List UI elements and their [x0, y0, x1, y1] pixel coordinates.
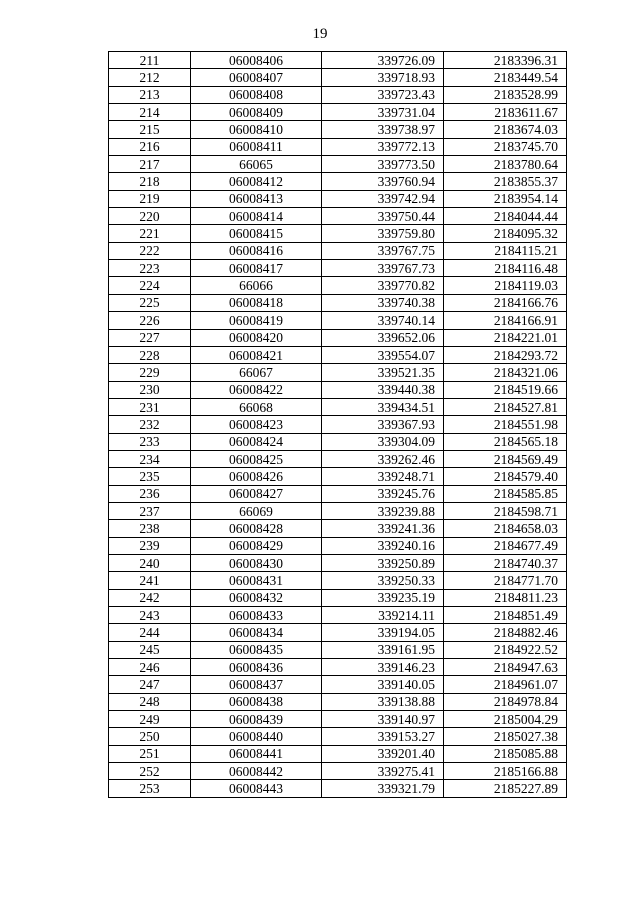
y-coordinate-cell: 2184947.63	[444, 659, 567, 676]
row-number-cell: 250	[109, 728, 191, 745]
x-coordinate-cell: 339275.41	[322, 763, 444, 780]
row-number-cell: 237	[109, 502, 191, 519]
point-code-cell: 06008421	[191, 346, 322, 363]
x-coordinate-cell: 339434.51	[322, 398, 444, 415]
y-coordinate-cell: 2183745.70	[444, 138, 567, 155]
y-coordinate-cell: 2184116.48	[444, 260, 567, 277]
point-code-cell: 06008439	[191, 711, 322, 728]
x-coordinate-cell: 339250.89	[322, 554, 444, 571]
y-coordinate-cell: 2184044.44	[444, 208, 567, 225]
row-number-cell: 231	[109, 398, 191, 415]
x-coordinate-cell: 339740.14	[322, 312, 444, 329]
table-row	[109, 312, 567, 329]
x-coordinate-cell: 339304.09	[322, 433, 444, 450]
row-number-cell: 214	[109, 104, 191, 121]
y-coordinate-cell: 2183396.31	[444, 52, 567, 69]
y-coordinate-cell: 2183780.64	[444, 156, 567, 173]
y-coordinate-cell: 2183674.03	[444, 121, 567, 138]
y-coordinate-cell: 2184095.32	[444, 225, 567, 242]
table-row	[109, 121, 567, 138]
row-number-cell: 241	[109, 572, 191, 589]
table-row	[109, 329, 567, 346]
x-coordinate-cell: 339248.71	[322, 468, 444, 485]
y-coordinate-cell: 2185166.88	[444, 763, 567, 780]
table-row	[109, 485, 567, 502]
row-number-cell: 232	[109, 416, 191, 433]
table-row	[109, 520, 567, 537]
row-number-cell: 249	[109, 711, 191, 728]
table-row	[109, 69, 567, 86]
table-row	[109, 277, 567, 294]
x-coordinate-cell: 339750.44	[322, 208, 444, 225]
row-number-cell: 240	[109, 554, 191, 571]
table-row	[109, 416, 567, 433]
row-number-cell: 220	[109, 208, 191, 225]
table-row	[109, 641, 567, 658]
y-coordinate-cell: 2184569.49	[444, 450, 567, 467]
row-number-cell: 211	[109, 52, 191, 69]
point-code-cell: 66067	[191, 364, 322, 381]
row-number-cell: 219	[109, 190, 191, 207]
point-code-cell: 06008442	[191, 763, 322, 780]
y-coordinate-cell: 2184811.23	[444, 589, 567, 606]
table-row	[109, 607, 567, 624]
point-code-cell: 06008438	[191, 693, 322, 710]
x-coordinate-cell: 339240.16	[322, 537, 444, 554]
table-row	[109, 693, 567, 710]
point-code-cell: 06008428	[191, 520, 322, 537]
row-number-cell: 225	[109, 294, 191, 311]
table-row	[109, 763, 567, 780]
x-coordinate-cell: 339652.06	[322, 329, 444, 346]
row-number-cell: 212	[109, 69, 191, 86]
point-code-cell: 06008436	[191, 659, 322, 676]
point-code-cell: 06008430	[191, 554, 322, 571]
x-coordinate-cell: 339235.19	[322, 589, 444, 606]
point-code-cell: 66069	[191, 502, 322, 519]
x-coordinate-cell: 339214.11	[322, 607, 444, 624]
table-row	[109, 156, 567, 173]
row-number-cell: 243	[109, 607, 191, 624]
point-code-cell: 06008429	[191, 537, 322, 554]
row-number-cell: 233	[109, 433, 191, 450]
point-code-cell: 06008443	[191, 780, 322, 797]
x-coordinate-cell: 339153.27	[322, 728, 444, 745]
row-number-cell: 239	[109, 537, 191, 554]
point-code-cell: 06008433	[191, 607, 322, 624]
table-row	[109, 572, 567, 589]
point-code-cell: 06008435	[191, 641, 322, 658]
point-code-cell: 66066	[191, 277, 322, 294]
point-code-cell: 06008410	[191, 121, 322, 138]
table-row	[109, 260, 567, 277]
x-coordinate-cell: 339773.50	[322, 156, 444, 173]
point-code-cell: 06008413	[191, 190, 322, 207]
point-code-cell: 06008420	[191, 329, 322, 346]
point-code-cell: 06008414	[191, 208, 322, 225]
x-coordinate-cell: 339738.97	[322, 121, 444, 138]
x-coordinate-cell: 339760.94	[322, 173, 444, 190]
y-coordinate-cell: 2184221.01	[444, 329, 567, 346]
y-coordinate-cell: 2185004.29	[444, 711, 567, 728]
table-row	[109, 728, 567, 745]
x-coordinate-cell: 339723.43	[322, 86, 444, 103]
y-coordinate-cell: 2184585.85	[444, 485, 567, 502]
x-coordinate-cell: 339161.95	[322, 641, 444, 658]
table-row	[109, 659, 567, 676]
table-row	[109, 398, 567, 415]
x-coordinate-cell: 339770.82	[322, 277, 444, 294]
x-coordinate-cell: 339740.38	[322, 294, 444, 311]
y-coordinate-cell: 2183449.54	[444, 69, 567, 86]
row-number-cell: 228	[109, 346, 191, 363]
row-number-cell: 236	[109, 485, 191, 502]
x-coordinate-cell: 339767.73	[322, 260, 444, 277]
x-coordinate-cell: 339262.46	[322, 450, 444, 467]
y-coordinate-cell: 2184882.46	[444, 624, 567, 641]
row-number-cell: 227	[109, 329, 191, 346]
table-row	[109, 364, 567, 381]
table-row	[109, 554, 567, 571]
y-coordinate-cell: 2184961.07	[444, 676, 567, 693]
point-code-cell: 06008431	[191, 572, 322, 589]
y-coordinate-cell: 2184771.70	[444, 572, 567, 589]
row-number-cell: 217	[109, 156, 191, 173]
table-row	[109, 624, 567, 641]
table-row	[109, 190, 567, 207]
y-coordinate-cell: 2184551.98	[444, 416, 567, 433]
y-coordinate-cell: 2183954.14	[444, 190, 567, 207]
table-row	[109, 242, 567, 259]
table-row	[109, 346, 567, 363]
point-code-cell: 06008426	[191, 468, 322, 485]
y-coordinate-cell: 2184978.84	[444, 693, 567, 710]
x-coordinate-cell: 339521.35	[322, 364, 444, 381]
y-coordinate-cell: 2185085.88	[444, 745, 567, 762]
table-row	[109, 589, 567, 606]
point-code-cell: 66068	[191, 398, 322, 415]
table-row	[109, 86, 567, 103]
table-row	[109, 450, 567, 467]
row-number-cell: 246	[109, 659, 191, 676]
table-row	[109, 294, 567, 311]
row-number-cell: 226	[109, 312, 191, 329]
point-code-cell: 06008406	[191, 52, 322, 69]
x-coordinate-cell: 339146.23	[322, 659, 444, 676]
table-row	[109, 537, 567, 554]
point-code-cell: 06008416	[191, 242, 322, 259]
row-number-cell: 230	[109, 381, 191, 398]
y-coordinate-cell: 2184922.52	[444, 641, 567, 658]
x-coordinate-cell: 339194.05	[322, 624, 444, 641]
x-coordinate-cell: 339772.13	[322, 138, 444, 155]
y-coordinate-cell: 2185027.38	[444, 728, 567, 745]
point-code-cell: 06008441	[191, 745, 322, 762]
table-row	[109, 433, 567, 450]
row-number-cell: 247	[109, 676, 191, 693]
point-code-cell: 06008412	[191, 173, 322, 190]
point-code-cell: 06008434	[191, 624, 322, 641]
coordinate-table	[108, 51, 567, 798]
x-coordinate-cell: 339241.36	[322, 520, 444, 537]
coordinate-table-body	[109, 52, 567, 798]
table-row	[109, 502, 567, 519]
y-coordinate-cell: 2184293.72	[444, 346, 567, 363]
x-coordinate-cell: 339321.79	[322, 780, 444, 797]
point-code-cell: 06008418	[191, 294, 322, 311]
x-coordinate-cell: 339140.05	[322, 676, 444, 693]
x-coordinate-cell: 339759.80	[322, 225, 444, 242]
x-coordinate-cell: 339367.93	[322, 416, 444, 433]
x-coordinate-cell: 339245.76	[322, 485, 444, 502]
table-row	[109, 468, 567, 485]
y-coordinate-cell: 2184166.76	[444, 294, 567, 311]
row-number-cell: 213	[109, 86, 191, 103]
point-code-cell: 06008424	[191, 433, 322, 450]
y-coordinate-cell: 2185227.89	[444, 780, 567, 797]
point-code-cell: 06008432	[191, 589, 322, 606]
row-number-cell: 252	[109, 763, 191, 780]
y-coordinate-cell: 2184658.03	[444, 520, 567, 537]
point-code-cell: 06008411	[191, 138, 322, 155]
x-coordinate-cell: 339718.93	[322, 69, 444, 86]
y-coordinate-cell: 2184527.81	[444, 398, 567, 415]
y-coordinate-cell: 2184519.66	[444, 381, 567, 398]
table-row	[109, 104, 567, 121]
x-coordinate-cell: 339138.88	[322, 693, 444, 710]
table-row	[109, 711, 567, 728]
y-coordinate-cell: 2183611.67	[444, 104, 567, 121]
point-code-cell: 06008425	[191, 450, 322, 467]
x-coordinate-cell: 339726.09	[322, 52, 444, 69]
table-row	[109, 52, 567, 69]
table-row	[109, 780, 567, 797]
row-number-cell: 251	[109, 745, 191, 762]
row-number-cell: 235	[109, 468, 191, 485]
y-coordinate-cell: 2184579.40	[444, 468, 567, 485]
y-coordinate-cell: 2183855.37	[444, 173, 567, 190]
x-coordinate-cell: 339440.38	[322, 381, 444, 398]
x-coordinate-cell: 339140.97	[322, 711, 444, 728]
x-coordinate-cell: 339767.75	[322, 242, 444, 259]
table-row	[109, 138, 567, 155]
y-coordinate-cell: 2184851.49	[444, 607, 567, 624]
row-number-cell: 222	[109, 242, 191, 259]
y-coordinate-cell: 2184598.71	[444, 502, 567, 519]
y-coordinate-cell: 2184166.91	[444, 312, 567, 329]
point-code-cell: 66065	[191, 156, 322, 173]
point-code-cell: 06008417	[191, 260, 322, 277]
y-coordinate-cell: 2184119.03	[444, 277, 567, 294]
y-coordinate-cell: 2184321.06	[444, 364, 567, 381]
point-code-cell: 06008408	[191, 86, 322, 103]
table-row	[109, 173, 567, 190]
table-row	[109, 208, 567, 225]
y-coordinate-cell: 2183528.99	[444, 86, 567, 103]
y-coordinate-cell: 2184677.49	[444, 537, 567, 554]
table-row	[109, 225, 567, 242]
x-coordinate-cell: 339239.88	[322, 502, 444, 519]
x-coordinate-cell: 339250.33	[322, 572, 444, 589]
point-code-cell: 06008407	[191, 69, 322, 86]
point-code-cell: 06008415	[191, 225, 322, 242]
row-number-cell: 248	[109, 693, 191, 710]
row-number-cell: 223	[109, 260, 191, 277]
row-number-cell: 218	[109, 173, 191, 190]
table-row	[109, 745, 567, 762]
row-number-cell: 245	[109, 641, 191, 658]
row-number-cell: 238	[109, 520, 191, 537]
point-code-cell: 06008427	[191, 485, 322, 502]
y-coordinate-cell: 2184115.21	[444, 242, 567, 259]
point-code-cell: 06008437	[191, 676, 322, 693]
point-code-cell: 06008440	[191, 728, 322, 745]
x-coordinate-cell: 339731.04	[322, 104, 444, 121]
y-coordinate-cell: 2184565.18	[444, 433, 567, 450]
table-row	[109, 676, 567, 693]
row-number-cell: 229	[109, 364, 191, 381]
point-code-cell: 06008419	[191, 312, 322, 329]
x-coordinate-cell: 339554.07	[322, 346, 444, 363]
row-number-cell: 244	[109, 624, 191, 641]
row-number-cell: 215	[109, 121, 191, 138]
row-number-cell: 234	[109, 450, 191, 467]
row-number-cell: 216	[109, 138, 191, 155]
point-code-cell: 06008423	[191, 416, 322, 433]
row-number-cell: 242	[109, 589, 191, 606]
x-coordinate-cell: 339742.94	[322, 190, 444, 207]
x-coordinate-cell: 339201.40	[322, 745, 444, 762]
point-code-cell: 06008409	[191, 104, 322, 121]
y-coordinate-cell: 2184740.37	[444, 554, 567, 571]
table-row	[109, 381, 567, 398]
row-number-cell: 221	[109, 225, 191, 242]
point-code-cell: 06008422	[191, 381, 322, 398]
row-number-cell: 224	[109, 277, 191, 294]
row-number-cell: 253	[109, 780, 191, 797]
page-number: 19	[312, 26, 328, 42]
